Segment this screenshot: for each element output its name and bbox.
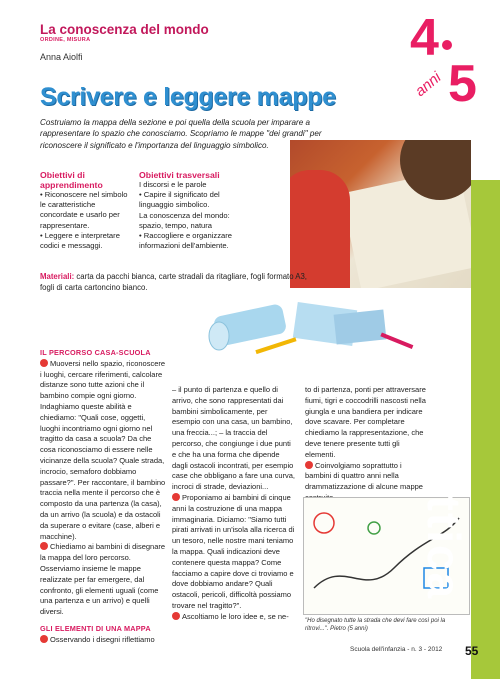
page-title: Scrivere e leggere mappe <box>40 83 336 111</box>
children-map-photo <box>290 140 471 288</box>
cross-objective-line: I discorsi e le parole <box>139 180 207 189</box>
page-number: 55 <box>465 644 479 658</box>
drawn-sun <box>314 513 334 533</box>
paragraph: Chiediamo ai bambini di disegnare la mappa del loro percorso. Osserviamo insieme le mappe realizzate per far emergere, dal confronto, gli elementi uguali (come una partenza e un arrivo) e quelli diversi. <box>40 542 166 617</box>
column-3 <box>305 385 430 504</box>
section-bullet-icon <box>40 359 48 367</box>
age-badge <box>402 0 494 120</box>
drawn-tree <box>368 522 380 534</box>
section-subtitle: ORDINE, MISURA <box>40 37 91 43</box>
child-red-shirt <box>290 170 350 288</box>
paper-sheet <box>334 309 387 344</box>
heading-percorso: IL PERCORSO CASA-SCUOLA <box>40 348 151 357</box>
paragraph: Muoversi nello spazio, riconoscere i luoghi, cercare riferimenti, calcolare distanze sono tutte azioni che il bambino compie ogni giorno. Indaghiamo queste abilità e chiediamo: "Quali cose, oggetti, luoghi incontriamo ogni giorno nel tragitto da casa a scuola? Da che cosa riconosciamo di essere nelle vicinanze della scuola? Quale strada, incrocio, semaforo dobbiamo passare?". Per raccontare, il bambino traccia nella mente il percorso che è composto da una partenza (la casa), da un arrivo (la scuola) e da ostacoli da superare o evitare (case, alberi e macchine). <box>40 358 166 541</box>
section-bullet-icon <box>40 635 48 643</box>
footer-magazine: Scuola dell'infanzia - n. 3 - 2012 <box>350 646 443 653</box>
materials <box>40 272 310 293</box>
section-bullet-icon <box>172 612 180 620</box>
cross-objective-line: • Capire il significato del linguaggio simbolico. <box>139 190 220 210</box>
author-name: Anna Aiolfi <box>40 52 83 62</box>
heading-elementi: GLI ELEMENTI DI UNA MAPPA <box>40 623 151 633</box>
paper-roll-illustration <box>185 298 420 360</box>
pencil-icon <box>255 337 296 354</box>
side-label-holder <box>418 393 477 623</box>
learning-objectives-title: Obiettivi di apprendimento <box>40 170 103 190</box>
column-1 <box>40 348 166 646</box>
section-bullet-icon <box>305 461 313 469</box>
paragraph: Ascoltiamo le loro idee e, se ne- <box>182 611 289 621</box>
learning-objectives <box>40 170 132 251</box>
column-2 <box>172 385 297 623</box>
cross-objective-line: La conoscenza del mondo: spazio, tempo, natura <box>139 210 230 230</box>
intro-paragraph: Costruiamo la mappa della sezione e poi quella della scuola per imparare a rappresentare lo spazio che conosciamo. Scopriamo le mappe "dei grandi" per riconoscere il significato e l'importanza del linguaggio simbolico. <box>40 118 322 150</box>
learning-objective-item: • Leggere e interpretare codici e messaggi. <box>40 230 120 251</box>
materials-label: Materiali: <box>40 272 75 281</box>
learning-objective-item: • Riconoscere nel simbolo le caratteristiche concordate e usarlo per rappresentare. <box>40 190 128 230</box>
section-title: La conoscenza del mondo <box>40 22 209 37</box>
age-second: 5 <box>448 55 477 113</box>
section-bullet-icon <box>172 493 180 501</box>
crayon-icon <box>380 333 413 349</box>
drawing-caption: "Ho disegnato tutte la strada che devi fare così poi la ritrovi...". Pietro (5 anni) <box>305 618 446 632</box>
paragraph: Coinvolgiamo soprattutto i bambini di quattro anni nella drammatizzazione di alcune mappe costruite. <box>305 460 423 502</box>
side-label: didattica <box>418 393 470 601</box>
age-first: 4 <box>410 9 439 67</box>
age-word: anni <box>411 68 445 101</box>
paragraph: Proponiamo ai bambini di cinque anni la costruzione di una mappa immaginaria. Diciamo: "Siamo tutti pirati arrivati in un'isola alla ricerca di un tesoro, nelle nostre mani teniamo la mappa. Quali indicazioni deve contenere questa mappa? Come facciamo a capire dove ci troviamo e dove dobbiamo andare? Quali ostacoli, pericoli, difficoltà possiamo trovare nel tragitto?". <box>172 492 295 610</box>
paragraph: to di partenza, ponti per attraversare fiumi, tigri e coccodrilli nascosti nella giungla e una bandiera per indicare dove scavare. Per completare chiediamo la rappresentazione, che deve tenere presente tutti gli elementi. <box>305 385 426 459</box>
paragraph: – il punto di partenza e quello di arrivo, che sono rappresentati dai bambini simbolicamente, per esempio con una casa, un bambino, una freccia...; – la traccia del percorso, che congiunge i due punti e che ha una forma che dipende dagli ostacoli incontrati, per esempio case che obbligano a fare una curva, incroci di strade, deviazioni... <box>172 385 295 492</box>
materials-text: carta da pacchi bianca, carte stradali da ritagliare, fogli formato A3, fogli di carta cartoncino bianco. <box>40 272 307 292</box>
cross-objectives <box>139 170 255 251</box>
cross-objectives-title: Obiettivi trasversali <box>139 170 220 180</box>
cross-objective-line: • Raccogliere e organizzare informazioni dell'ambiente. <box>139 231 232 251</box>
paper-roll <box>209 303 287 350</box>
section-bullet-icon <box>40 542 48 550</box>
age-separator-dot <box>442 40 452 50</box>
paragraph: Osservando i disegni riflettiamo <box>50 634 155 644</box>
